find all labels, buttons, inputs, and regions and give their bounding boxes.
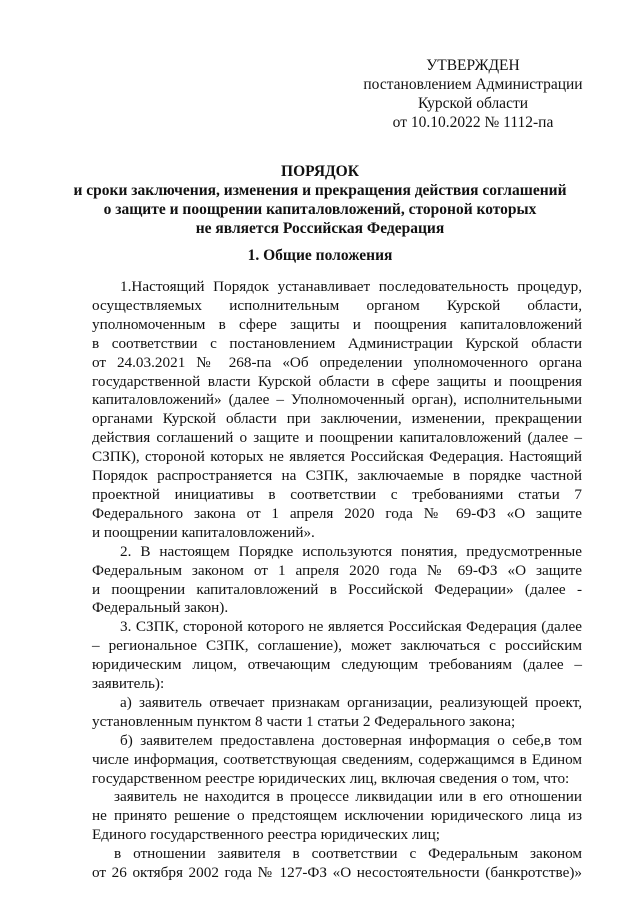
section-heading: 1. Общие положения: [247, 247, 393, 264]
title-line: и сроки заключения, изменения и прекращения действия соглашений: [73, 182, 567, 199]
text-line: установленным пунктом 8 части 1 статьи 2 Федерального закона;: [92, 712, 516, 730]
text-line: Единого государственного реестра юридических лиц;: [92, 826, 440, 844]
text-line: осуществляемых исполнительным органом Курской области,: [92, 296, 582, 314]
text-line: органами Курской области при заключении, изменении, прекращении: [92, 410, 582, 428]
text-line: 3. СЗПК, стороной которого не является Российская Федерация (далее: [120, 618, 582, 636]
text-line: в отношении заявителя в соответствии с Федеральным законом: [114, 845, 582, 863]
text-line: – региональное СЗПК, соглашение), может заключаться с российским: [92, 637, 582, 655]
text-line: в соответствии с постановлением Администрации Курской области: [92, 334, 582, 352]
approval-line: постановлением Администрации: [363, 76, 583, 93]
text-line: государственном реестре юридических лиц, включая сведения о том, что:: [92, 769, 570, 787]
approval-stamp: [348, 56, 598, 132]
approval-line: Курской области: [417, 95, 529, 112]
text-line: заявитель не находится в процессе ликвидации или в его отношении: [114, 788, 582, 806]
text-line: от 26 октября 2002 года № 127-ФЗ «О несостоятельности (банкротстве)»: [92, 864, 582, 882]
text-line: юридическим лицом, отвечающим следующим требованиям (далее –: [92, 656, 582, 674]
text-line: и поощрении капиталовложений в Российской Федерации» (далее -: [92, 580, 582, 598]
text-line: капиталовложений» (далее – Уполномоченный орган), исполнительными: [92, 391, 582, 409]
title-line: не является Российская Федерация: [195, 220, 445, 237]
text-line: уполномоченным в сфере защиты и поощрения капиталовложений: [92, 315, 582, 333]
body-text: [92, 278, 582, 883]
text-line: Федеральным законом от 1 апреля 2020 года № 69-ФЗ «О защите: [92, 561, 582, 579]
text-line: Порядок распространяется на СЗПК, заключаемые в порядке частной: [92, 467, 582, 485]
text-line: б) заявителем предоставлена достоверная информация о себе,в том: [120, 731, 582, 749]
text-line: числе информация, соответствующая сведениям, содержащимся в Едином: [92, 750, 582, 768]
approval-date-number: от 10.10.2022 № 1112-па: [392, 114, 554, 131]
text-line: и поощрении капиталовложений».: [92, 523, 315, 541]
text-line: Федерального закона от 1 апреля 2020 года № 69-ФЗ «О защите: [92, 504, 582, 522]
text-line: а) заявитель отвечает признакам организации, реализующей проект,: [120, 693, 582, 711]
text-line: не принято решение о предстоящем исключении юридического лица из: [92, 807, 582, 825]
text-line: СЗПК), стороной которых не является Российская Федерация. Настоящий: [92, 448, 582, 466]
text-line: от 24.03.2021 № 268-па «Об определении уполномоченного органа: [92, 353, 582, 371]
text-line: 2. В настоящем Порядке используются понятия, предусмотренные: [120, 542, 582, 560]
text-line: Федеральный закон).: [92, 599, 229, 617]
text-line: действия соглашений о защите и поощрении капиталовложений (далее –: [92, 429, 582, 447]
text-line: 1.Настоящий Порядок устанавливает последовательность процедур,: [120, 278, 582, 295]
title-line: о защите и поощрении капиталовложений, стороной которых: [103, 201, 537, 218]
document-title: [60, 162, 580, 238]
text-line: проектной инициативы в соответствии с требованиями статьи 7: [92, 485, 582, 503]
title-main: ПОРЯДОК: [281, 163, 359, 180]
text-line: государственной власти Курской области в сфере защиты и поощрения: [92, 372, 582, 390]
approval-heading: УТВЕРЖДЕН: [426, 57, 520, 74]
text-line: заявитель):: [92, 675, 165, 693]
